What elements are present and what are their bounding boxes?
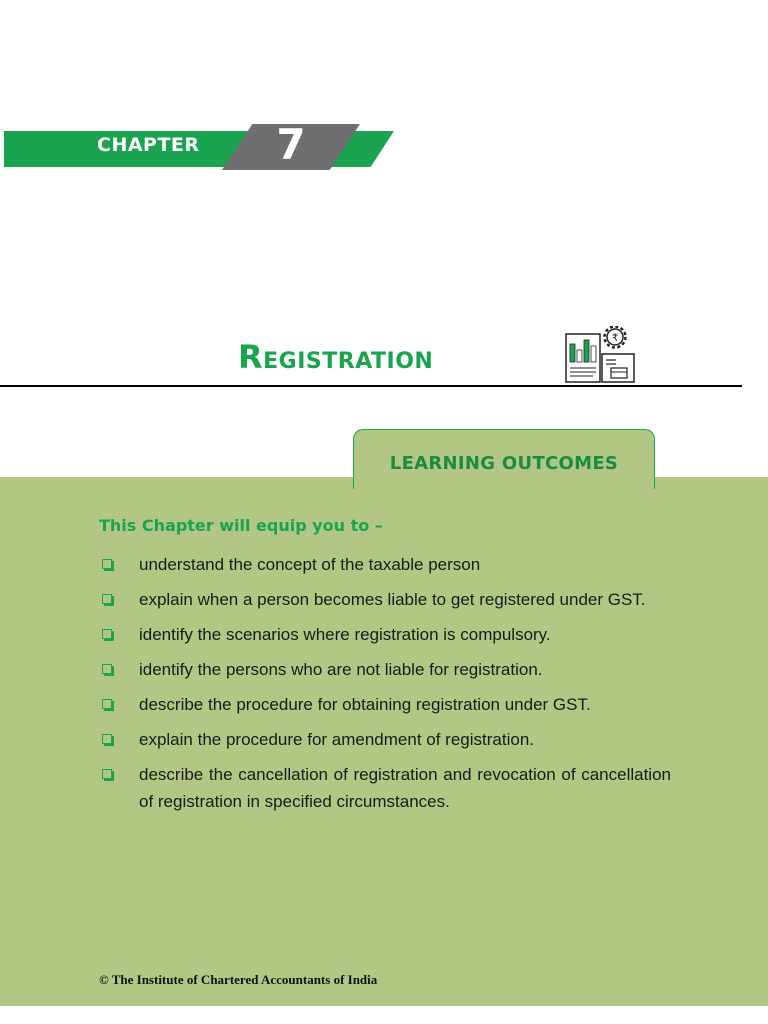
checkbox-bullet-icon bbox=[102, 594, 112, 604]
list-item bbox=[99, 726, 671, 753]
chapter-title: Registration bbox=[238, 338, 434, 376]
list-item bbox=[99, 761, 671, 815]
checkbox-bullet-icon bbox=[102, 629, 112, 639]
checkbox-bullet-icon bbox=[102, 769, 112, 779]
list-item bbox=[99, 691, 671, 718]
document-chart-gear-rupee-icon bbox=[563, 326, 639, 386]
svg-text:₹: ₹ bbox=[611, 333, 619, 344]
copyright-footer: © The Institute of Chartered Accountants of India bbox=[99, 972, 378, 987]
chapter-number: 7 bbox=[276, 120, 306, 169]
checkbox-bullet-icon bbox=[102, 664, 112, 674]
checkbox-bullet-icon bbox=[102, 559, 112, 569]
list-item-text: identify the scenarios where registration is compulsory. bbox=[139, 625, 551, 644]
list-item bbox=[99, 586, 671, 613]
title-divider bbox=[0, 385, 742, 387]
list-item bbox=[99, 656, 671, 683]
list-item-text: describe the cancellation of registration and revocation of cancellation of registration in specified circumstances. bbox=[139, 765, 671, 811]
checkbox-bullet-icon bbox=[102, 734, 112, 744]
list-item bbox=[99, 621, 671, 648]
list-item-text: explain when a person becomes liable to get registered under GST. bbox=[139, 590, 646, 609]
list-item-text: describe the procedure for obtaining registration under GST. bbox=[139, 695, 591, 714]
checkbox-bullet-icon bbox=[102, 699, 112, 709]
learning-outcomes-heading: LEARNING OUTCOMES bbox=[389, 453, 619, 474]
learning-outcomes-intro: This Chapter will equip you to – bbox=[99, 516, 383, 535]
chapter-label: CHAPTER bbox=[97, 134, 200, 156]
learning-outcomes-list bbox=[99, 551, 671, 823]
list-item-text: identify the persons who are not liable for registration. bbox=[139, 660, 543, 679]
list-item-text: understand the concept of the taxable person bbox=[139, 555, 481, 574]
list-item-text: explain the procedure for amendment of registration. bbox=[139, 730, 535, 749]
list-item bbox=[99, 551, 671, 578]
